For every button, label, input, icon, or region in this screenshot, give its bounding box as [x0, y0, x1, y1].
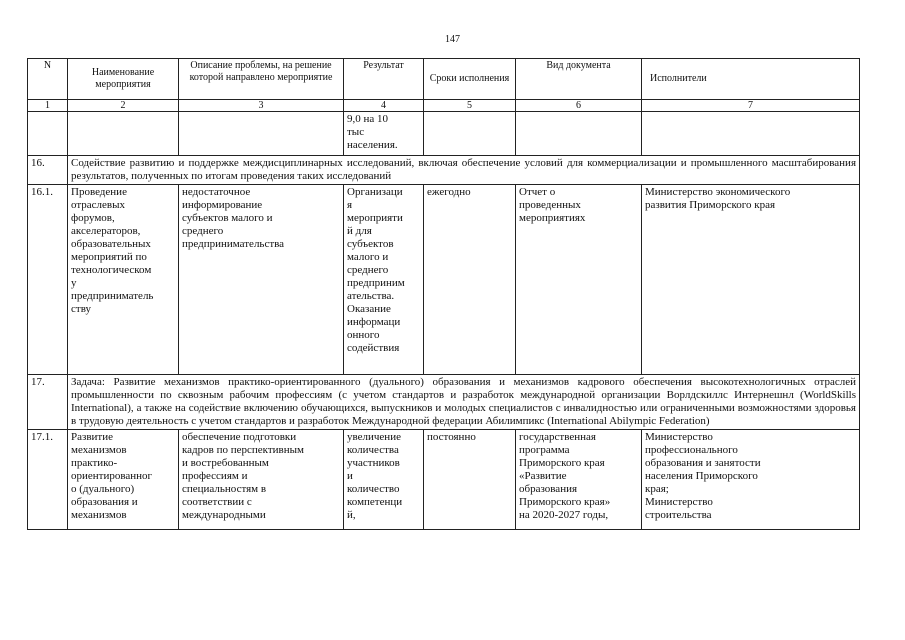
measure-name: Проведение отраслевых форумов, акселераторов, образовательных мероприятий по технологическом у предприниматель ству — [68, 185, 179, 375]
header-n: N — [28, 59, 68, 100]
header-problem: Описание проблемы, на решение которой направлено мероприятие — [179, 59, 344, 100]
row-number: 17.1. — [28, 430, 68, 530]
measure-name: Развитие механизмов практико- ориентированног о (дуального) образования и механизмов — [68, 430, 179, 530]
page-number: 147 — [445, 34, 460, 45]
header-term: Сроки исполнения — [424, 59, 516, 100]
column-number: 3 — [179, 100, 344, 112]
column-number: 7 — [642, 100, 860, 112]
column-number: 4 — [344, 100, 424, 112]
column-number-row — [28, 100, 860, 112]
column-number: 6 — [516, 100, 642, 112]
column-number: 5 — [424, 100, 516, 112]
document-type: государственная программа Приморского края «Развитие образования Приморского края» на 2020-2027 годы, — [516, 430, 642, 530]
header-executors: Исполнители — [642, 59, 860, 100]
measure-row-17-1 — [28, 430, 860, 530]
row-number: 17. — [28, 375, 68, 430]
section-title: Содействие развитию и поддержке междисциплинарных исследований, включая обеспечение условий для коммерциализации и промышленного масштабирования результатов, полученных по итогам проведения таких исследований — [68, 156, 860, 185]
document-type: Отчет о проведенных мероприятиях — [516, 185, 642, 375]
header-name: Наименование мероприятия — [68, 59, 179, 100]
row-number: 16. — [28, 156, 68, 185]
problem-description: недостаточное информирование субъектов малого и среднего предпринимательства — [179, 185, 344, 375]
result-cell: 9,0 на 10 тыс населения. — [344, 112, 424, 156]
section-row-17 — [28, 375, 860, 430]
row-number: 16.1. — [28, 185, 68, 375]
column-number: 2 — [68, 100, 179, 112]
term-cell: ежегодно — [424, 185, 516, 375]
column-number: 1 — [28, 100, 68, 112]
executors-cell: Министерство экономического развития Приморского края — [642, 185, 860, 375]
problem-description: обеспечение подготовки кадров по перспективным и востребованным профессиям и специальностям в соответствии с международными — [179, 430, 344, 530]
term-cell: постоянно — [424, 430, 516, 530]
result-cell: увеличение количества участников и количество компетенци й, — [344, 430, 424, 530]
result-cell: Организаци я мероприяти й для субъектов малого и среднего предприним ательства. Оказание информаци онного содействия — [344, 185, 424, 375]
section-row-16 — [28, 156, 860, 185]
executors-cell: Министерство профессионального образования и занятости населения Приморского края; Министерство строительства — [642, 430, 860, 530]
header-result: Результат — [344, 59, 424, 100]
table-header-row — [28, 59, 860, 100]
section-title: Задача: Развитие механизмов практико-ориентированного (дуального) образования и механизмов кадрового обеспечения высокотехнологичных отраслей промышленности по сквозным рабочим профессиям (с учетом стандартов и разработок международной организации Ворлдскиллс Интернешнл (WorldSkills International), а также на содействие включению обучающихся, выпускников и молодых специалистов с инвалидностью или ограниченными возможностями здоровья в трудовую деятельность с учетом стандартов и разработок Международной федерации Абилимпикс (International Abilympic Federation) — [68, 375, 860, 430]
measure-row-16-1 — [28, 185, 860, 375]
header-doc-type: Вид документа — [516, 59, 642, 100]
continuation-row — [28, 112, 860, 156]
measures-table — [27, 58, 860, 530]
